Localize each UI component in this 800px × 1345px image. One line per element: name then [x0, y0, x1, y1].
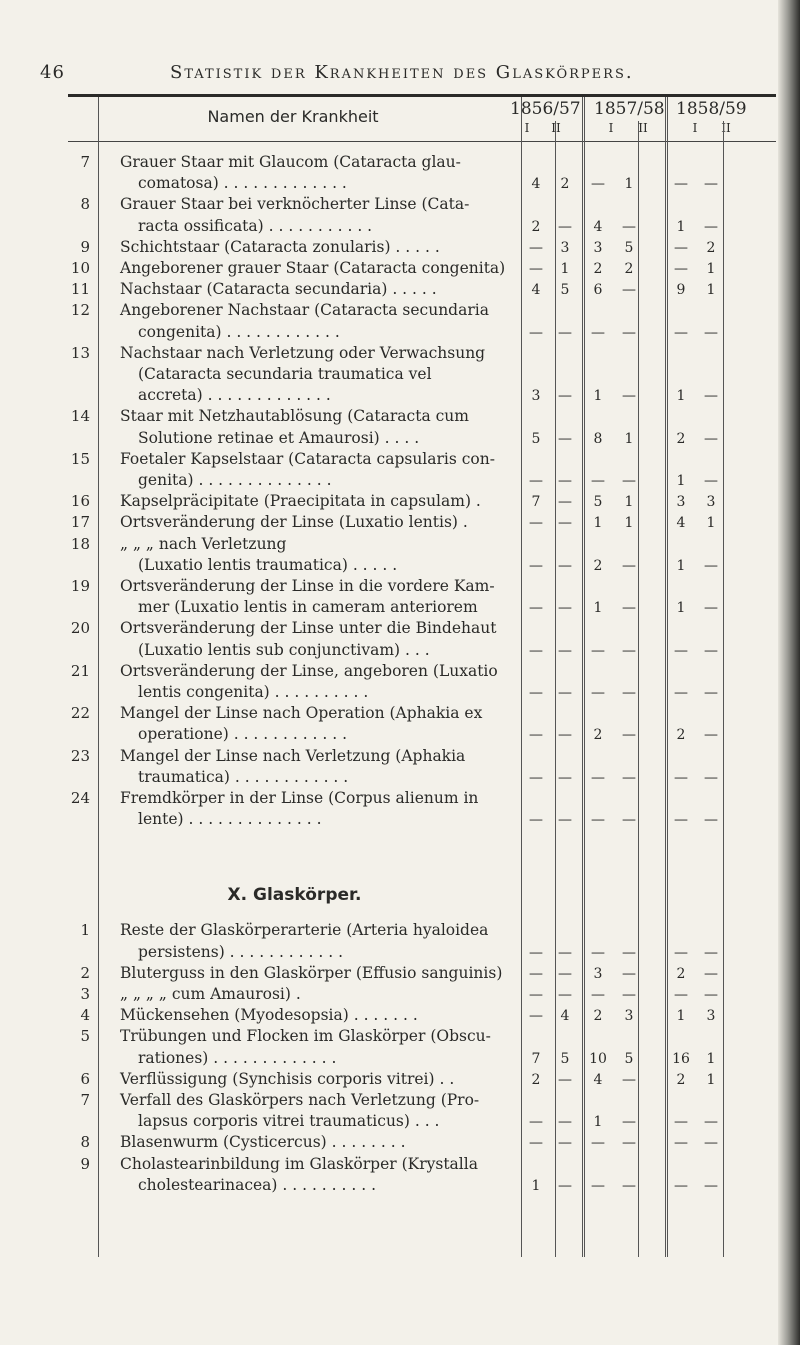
statistics-table	[68, 94, 776, 1257]
row-number: 19	[70, 577, 90, 595]
table-cell: —	[622, 282, 636, 299]
table-cell: —	[591, 944, 605, 961]
disease-name-line: Angeborener grauer Staar (Cataracta congenita)	[120, 259, 506, 277]
page-edge-shadow	[778, 0, 800, 1345]
table-cell: 4	[676, 515, 686, 532]
table-cell: —	[558, 218, 572, 235]
table-cell: 2	[560, 176, 570, 193]
table-cell: 3	[706, 1008, 716, 1025]
table-cell: —	[674, 642, 688, 659]
disease-name-line: Trübungen und Flocken im Glaskörper (Obscu-	[120, 1027, 491, 1046]
disease-name-line: cholestearinacea) . . . . . . . . . .	[138, 1175, 376, 1194]
disease-name-line: Schichtstaar (Cataracta zonularis) . . . . .	[120, 237, 440, 256]
table-cell: —	[529, 261, 543, 277]
table-cell: —	[674, 176, 688, 193]
disease-name-line: accreta) . . . . . . . . . . . . .	[138, 386, 331, 405]
table-cell: 2	[593, 557, 603, 574]
table-cell: —	[591, 987, 605, 1003]
section-title: X. Glaskörper.	[227, 885, 362, 906]
disease-name-line: lapsus corporis vitrei traumaticus) . . .	[138, 1112, 440, 1131]
row-number: 24	[70, 789, 90, 807]
table-cell: —	[591, 812, 605, 829]
table-cell: —	[674, 812, 688, 829]
table-cell: 2	[593, 727, 603, 744]
table-cell: —	[529, 1114, 543, 1131]
table-cell: —	[529, 473, 543, 489]
disease-name-line: rationes) . . . . . . . . . . . . .	[138, 1048, 337, 1067]
table-cell: —	[704, 1135, 718, 1152]
subheader-II: II	[721, 121, 731, 135]
column-header-year-2: 1857/58	[594, 99, 665, 119]
table-cell: 1	[706, 1071, 716, 1088]
table-cell: —	[558, 1177, 572, 1194]
table-cell: 5	[624, 239, 634, 256]
table-cell: —	[558, 965, 572, 982]
disease-name-line: Kapselpräcipitate (Praecipitata in capsulam) .	[120, 492, 481, 511]
disease-name-line: Reste der Glaskörperarterie (Arteria hyaloidea	[120, 921, 489, 940]
disease-name-line: Ortsveränderung der Linse, angeboren (Luxatio	[120, 661, 498, 680]
table-cell: —	[622, 557, 636, 574]
table-cell: 3	[593, 239, 603, 256]
table-cell: —	[622, 1071, 636, 1088]
table-cell: —	[674, 239, 688, 256]
disease-name-line: Staar mit Netzhautablösung (Cataracta cum	[120, 407, 469, 426]
row-number: 6	[80, 1069, 90, 1088]
table-cell: —	[704, 642, 718, 659]
row-number: 23	[70, 746, 90, 765]
row-number: 9	[80, 237, 90, 256]
table-cell: 5	[560, 282, 570, 299]
table-cell: —	[622, 1177, 636, 1194]
disease-name-line: comatosa) . . . . . . . . . . . . .	[138, 174, 347, 193]
table-cell: —	[558, 515, 572, 532]
disease-name-line: mer (Luxatio lentis in cameram anteriorem	[138, 598, 478, 617]
table-cell: —	[704, 324, 718, 341]
disease-name-line: Nachstaar nach Verletzung oder Verwachsung	[120, 343, 486, 362]
table-cell: —	[558, 1071, 572, 1088]
row-number: 7	[80, 153, 90, 171]
table-cell: —	[704, 685, 718, 701]
disease-name-line: (Cataracta secundaria traumatica vel	[138, 365, 432, 383]
row-number: 20	[70, 619, 90, 638]
table-cell: 1	[624, 176, 634, 193]
disease-name-line: „ „ „ „ cum Amaurosi) .	[120, 985, 301, 1003]
table-cell: —	[529, 727, 543, 744]
table-cell: —	[622, 685, 636, 701]
table-cell: —	[591, 473, 605, 489]
table-cell: —	[591, 324, 605, 341]
table-cell: —	[622, 642, 636, 659]
table-cell: —	[529, 239, 543, 256]
table-cell: 1	[676, 388, 686, 405]
disease-name-line: „ „ „ nach Verletzung	[120, 534, 287, 553]
table-cell: —	[674, 1114, 688, 1131]
disease-name-line: Solutione retinae et Amaurosi) . . . .	[138, 428, 420, 447]
table-cell: —	[529, 944, 543, 961]
table-cell: —	[558, 1135, 572, 1152]
disease-name-line: operatione) . . . . . . . . . . . .	[138, 725, 348, 744]
row-number: 12	[70, 301, 90, 320]
table-cell: 5	[593, 494, 603, 511]
table-cell: 2	[706, 239, 716, 256]
table-cell: —	[704, 430, 718, 447]
table-cell: 1	[676, 218, 686, 235]
table-cell: —	[529, 987, 543, 1003]
table-cell: —	[558, 600, 572, 617]
table-cell: 9	[676, 282, 686, 299]
row-number: 11	[70, 280, 90, 299]
table-cell: —	[622, 965, 636, 982]
table-cell: 1	[560, 261, 570, 277]
table-cell: —	[674, 1135, 688, 1152]
disease-name-line: Ortsveränderung der Linse (Luxatio lentis) .	[120, 513, 468, 532]
disease-name-line: Verfall des Glaskörpers nach Verletzung (Pro-	[120, 1091, 480, 1109]
table-cell: —	[591, 642, 605, 659]
table-cell: —	[704, 812, 718, 829]
table-cell: —	[529, 642, 543, 659]
table-cell: 1	[706, 1050, 716, 1067]
table-cell: —	[674, 685, 688, 701]
table-cell: —	[674, 324, 688, 341]
row-number: 9	[80, 1154, 90, 1173]
table-cell: —	[622, 769, 636, 786]
table-cell: —	[558, 812, 572, 829]
table-cell: 1	[624, 430, 634, 447]
table-cell: 2	[676, 965, 686, 982]
table-cell: —	[704, 965, 718, 982]
disease-name-line: Ortsveränderung der Linse in die vordere Kam-	[120, 577, 495, 595]
table-cell: —	[558, 685, 572, 701]
table-cell: —	[558, 473, 572, 489]
row-number: 1	[80, 921, 90, 940]
table-cell: 3	[560, 239, 570, 256]
disease-name-line: lentis congenita) . . . . . . . . . .	[138, 683, 369, 701]
table-cell: —	[622, 218, 636, 235]
table-cell: —	[529, 324, 543, 341]
table-cell: —	[674, 769, 688, 786]
table-cell: —	[704, 1114, 718, 1131]
table-cell: 3	[624, 1008, 634, 1025]
table-cell: —	[622, 1114, 636, 1131]
disease-name-line: persistens) . . . . . . . . . . . .	[138, 942, 344, 961]
disease-name-line: Grauer Staar bei verknöcherter Linse (Cata-	[120, 195, 470, 214]
row-number: 10	[70, 259, 90, 277]
table-cell: 4	[531, 282, 541, 299]
row-number: 13	[70, 343, 90, 362]
table-cell: 5	[531, 430, 541, 447]
row-number: 15	[70, 449, 90, 468]
disease-name-line: (Luxatio lentis sub conjunctivam) . . .	[138, 640, 430, 659]
disease-name-line: Mangel der Linse nach Operation (Aphakia ex	[120, 704, 483, 723]
table-cell: 1	[624, 494, 634, 511]
row-number: 5	[80, 1027, 90, 1046]
table-cell: 2	[676, 430, 686, 447]
table-cell: —	[558, 557, 572, 574]
table-cell: —	[529, 685, 543, 701]
table-cell: —	[674, 987, 688, 1003]
table-cell: —	[622, 987, 636, 1003]
column-header-year-1: 1856/57	[510, 99, 581, 119]
subheader-I: I	[524, 121, 530, 135]
table-cell: —	[622, 1135, 636, 1152]
table-cell: —	[704, 600, 718, 617]
table-cell: —	[674, 261, 688, 277]
table-cell: 3	[706, 494, 716, 511]
table-cell: 4	[560, 1008, 570, 1025]
row-number: 4	[80, 1006, 90, 1025]
table-cell: —	[529, 812, 543, 829]
table-cell: —	[558, 727, 572, 744]
table-cell: —	[529, 515, 543, 532]
table-cell: 1	[706, 261, 716, 277]
table-cell: —	[558, 642, 572, 659]
table-cell: —	[704, 388, 718, 405]
disease-name-line: Mangel der Linse nach Verletzung (Aphakia	[120, 746, 466, 765]
table-cell: —	[529, 600, 543, 617]
disease-name-line: Fremdkörper in der Linse (Corpus alienum in	[120, 789, 479, 807]
table-cell: —	[529, 1135, 543, 1152]
table-cell: —	[622, 473, 636, 489]
disease-name-line: Angeborener Nachstaar (Cataracta secundaria	[120, 301, 489, 320]
table-cell: —	[704, 176, 718, 193]
table-cell: 1	[706, 515, 716, 532]
disease-name-line: genita) . . . . . . . . . . . . . .	[138, 471, 332, 489]
table-cell: 1	[706, 282, 716, 299]
table-cell: 4	[531, 176, 541, 193]
disease-name-line: Nachstaar (Cataracta secundaria) . . . . .	[120, 280, 437, 299]
table-cell: 7	[531, 494, 541, 511]
table-cell: —	[704, 557, 718, 574]
table-cell: 2	[593, 261, 603, 277]
table-cell: 4	[593, 218, 603, 235]
table-cell: —	[558, 769, 572, 786]
table-cell: —	[558, 494, 572, 511]
table-cell: 5	[624, 1050, 634, 1067]
row-number: 17	[70, 513, 90, 532]
table-cell: —	[622, 727, 636, 744]
table-cell: 3	[531, 388, 541, 405]
row-number: 8	[80, 195, 90, 214]
table-cell: 1	[676, 1008, 686, 1025]
table-cell: 1	[593, 388, 603, 405]
row-number: 7	[80, 1091, 90, 1109]
table-cell: 1	[593, 600, 603, 617]
row-number: 8	[80, 1133, 90, 1152]
table-cell: 2	[676, 1071, 686, 1088]
table-cell: 2	[624, 261, 634, 277]
table-cell: —	[622, 388, 636, 405]
table-cell: —	[529, 769, 543, 786]
row-number: 18	[70, 534, 90, 553]
row-number: 16	[70, 492, 90, 511]
table-cell: —	[558, 388, 572, 405]
table-cell: —	[591, 1135, 605, 1152]
table-cell: 1	[593, 515, 603, 532]
table-cell: 1	[624, 515, 634, 532]
disease-name-line: congenita) . . . . . . . . . . . .	[138, 322, 340, 341]
table-cell: 2	[676, 727, 686, 744]
subheader-II: II	[551, 121, 561, 135]
row-number: 3	[80, 985, 90, 1003]
table-cell: —	[558, 944, 572, 961]
column-header-name: Namen der Krankheit	[207, 107, 379, 126]
table-cell: 2	[593, 1008, 603, 1025]
disease-name-line: Cholastearinbildung im Glaskörper (Krystalla	[120, 1154, 478, 1173]
table-cell: —	[704, 944, 718, 961]
table-cell: 1	[531, 1177, 541, 1194]
table-cell: —	[591, 176, 605, 193]
table-cell: —	[704, 473, 718, 489]
disease-name-line: Verflüssigung (Synchisis corporis vitrei) . .	[120, 1069, 455, 1088]
subheader-II: II	[638, 121, 648, 135]
table-cell: 7	[531, 1050, 541, 1067]
table-cell: 1	[593, 1114, 603, 1131]
table-cell: 8	[593, 430, 603, 447]
table-cell: 4	[593, 1071, 603, 1088]
row-number: 14	[70, 407, 90, 426]
table-cell: —	[591, 685, 605, 701]
disease-name-line: Grauer Staar mit Glaucom (Cataracta glau-	[120, 153, 461, 171]
table-cell: —	[558, 324, 572, 341]
table-cell: —	[591, 1177, 605, 1194]
row-number: 21	[70, 661, 90, 680]
disease-name-line: Foetaler Kapselstaar (Cataracta capsularis con-	[120, 449, 495, 468]
table-cell: —	[704, 1177, 718, 1194]
subheader-I: I	[692, 121, 698, 135]
column-rule	[98, 97, 99, 1257]
table-cell: —	[674, 944, 688, 961]
table-cell: —	[529, 965, 543, 982]
column-header-year-3: 1858/59	[676, 99, 747, 119]
table-cell: —	[529, 557, 543, 574]
table-cell: —	[558, 987, 572, 1003]
table-cell: —	[529, 1008, 543, 1025]
disease-name-line: lente) . . . . . . . . . . . . . .	[138, 810, 322, 829]
table-cell: 6	[593, 282, 603, 299]
page-number: 46	[40, 62, 65, 83]
table-header	[68, 97, 776, 142]
table-cell: —	[704, 769, 718, 786]
subheader-I: I	[608, 121, 614, 135]
table-cell: —	[704, 987, 718, 1003]
disease-name-line: Mückensehen (Myodesopsia) . . . . . . .	[120, 1006, 418, 1025]
column-rule	[521, 97, 522, 1257]
table-cell: 3	[676, 494, 686, 511]
table-cell: —	[704, 218, 718, 235]
table-cell: 16	[672, 1050, 690, 1067]
disease-name-line: traumatica) . . . . . . . . . . . .	[138, 767, 349, 786]
table-cell: 5	[560, 1050, 570, 1067]
table-cell: —	[591, 769, 605, 786]
row-number: 22	[70, 704, 90, 723]
table-cell: —	[622, 944, 636, 961]
table-cell: 1	[676, 473, 686, 489]
table-cell: —	[622, 600, 636, 617]
disease-name-line: (Luxatio lentis traumatica) . . . . .	[138, 555, 398, 574]
table-cell: 3	[593, 965, 603, 982]
disease-name-line: Ortsveränderung der Linse unter die Bindehaut	[120, 619, 497, 638]
row-number: 2	[80, 963, 90, 982]
table-cell: 1	[676, 600, 686, 617]
disease-name-line: racta ossificata) . . . . . . . . . . .	[138, 216, 373, 235]
disease-name-line: Blasenwurm (Cysticercus) . . . . . . . .	[120, 1133, 406, 1152]
table-cell: 10	[589, 1050, 607, 1067]
table-cell: —	[674, 1177, 688, 1194]
table-cell: 1	[676, 557, 686, 574]
table-cell: —	[558, 430, 572, 447]
table-cell: 2	[531, 218, 541, 235]
table-cell: 2	[531, 1071, 541, 1088]
disease-name-line: Bluterguss in den Glaskörper (Effusio sanguinis)	[120, 963, 503, 982]
table-cell: —	[558, 1114, 572, 1131]
table-cell: —	[622, 812, 636, 829]
running-head: Statistik der Krankheiten des Glaskörpers.	[170, 62, 634, 83]
table-cell: —	[622, 324, 636, 341]
table-cell: —	[704, 727, 718, 744]
